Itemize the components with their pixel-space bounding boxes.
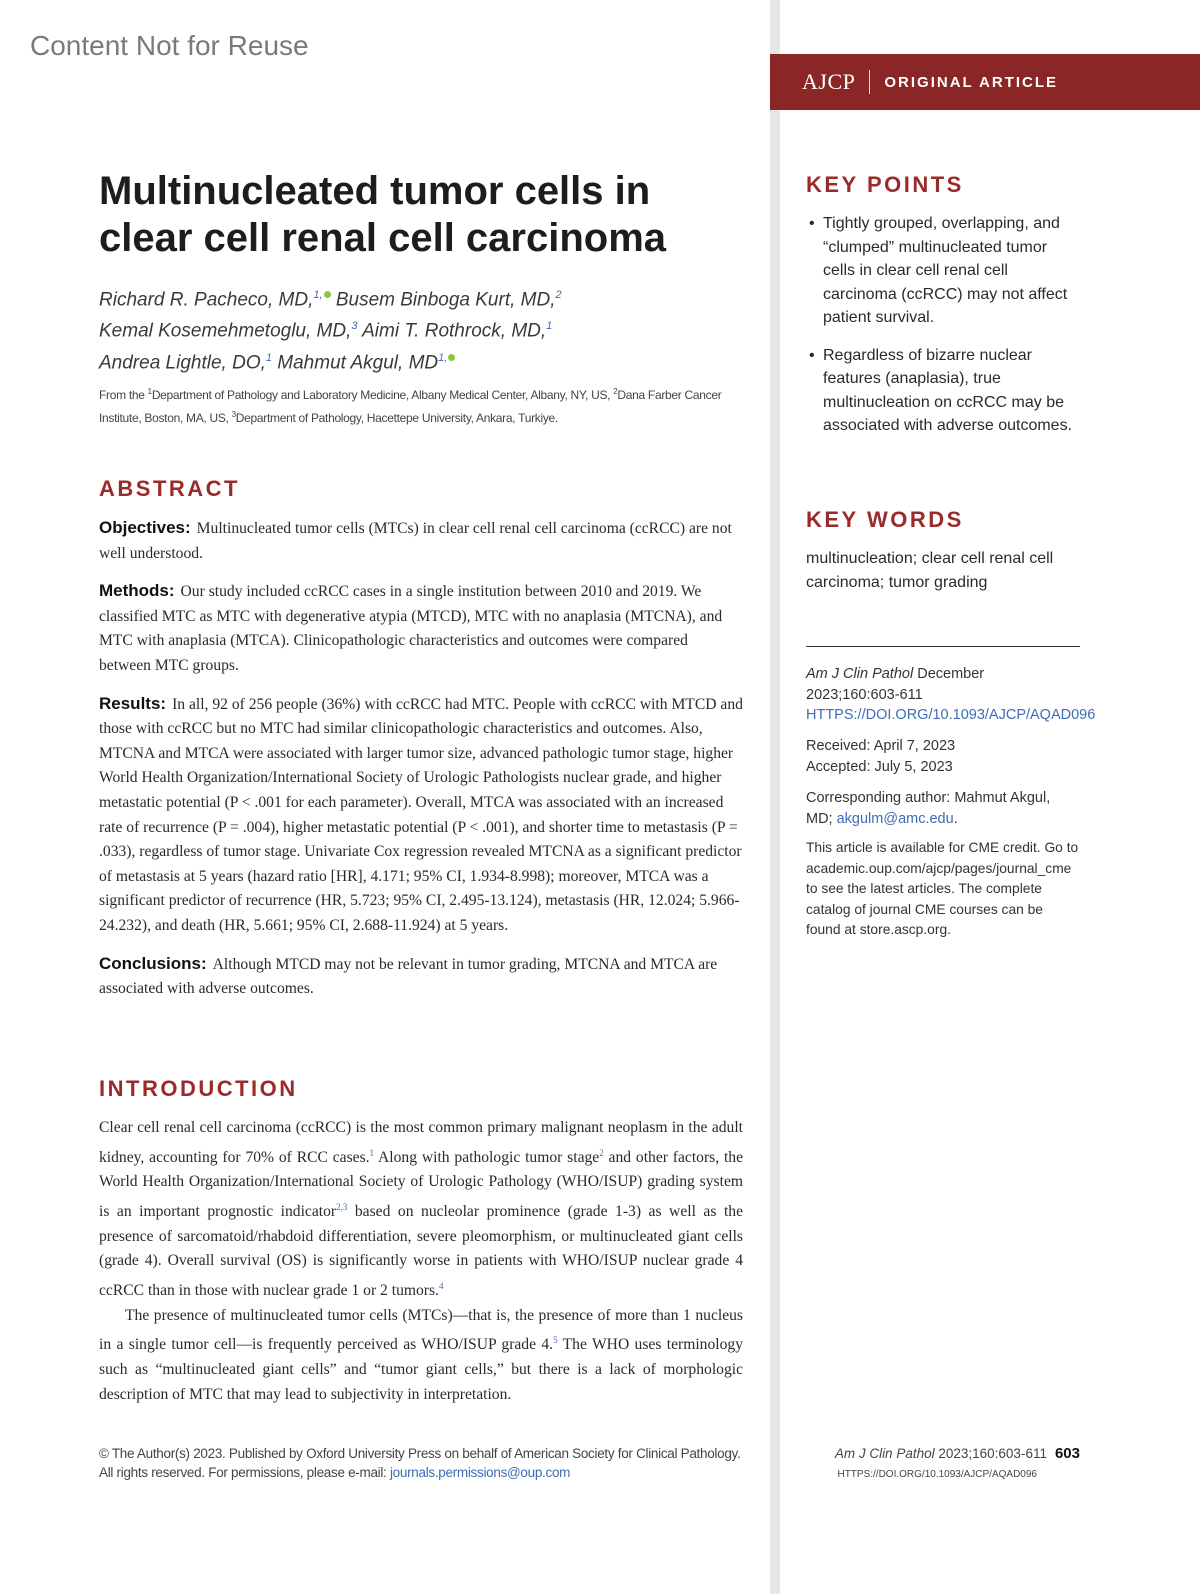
copyright-footer: © The Author(s) 2023. Published by Oxford University Press on behalf of American Society for Clinical Pathology. All rights reserved. For permissions, please e-mail: journals.permissions@oup.com xyxy=(99,1446,741,1480)
article-type: ORIGINAL ARTICLE xyxy=(884,73,1059,91)
list-item: • Regardless of bizarre nuclear features (anaplasia), true multinucleation on ccRCC may be associated with adverse outcomes. xyxy=(806,344,1081,438)
citation-link[interactable]: 5 xyxy=(553,1335,558,1346)
results-label: Results: xyxy=(99,693,167,713)
intro-paragraph-1: Clear cell renal cell carcinoma (ccRCC) is the most common primary malignant neoplasm in the adult kidney, accounting for 70% of RCC cases.$^1$ Along with pathologic tumor stage$^2$ and other factors, the World Health Organization/International Society of Urologic Pathology (WHO/ISUP) grading system is an important prognostic indicator$^{2,3}$ based on nucleolar prominence (grade 1-3) as well as the presence of sarcomatoid/rhabdoid differentiation, severe pleomorphism, or multinucleated giant cells (grade 4). Overall survival (OS) is significantly worse in patients with WHO/ISUP nuclear grade 4 ccRCC than in those with nuclear grade 1 or 2 tumors.$^4$ xyxy=(99,1119,744,1300)
author-affil: 3 xyxy=(351,320,358,333)
accepted-date: Accepted: July 5, 2023 xyxy=(806,758,953,775)
orcid-icon[interactable] xyxy=(448,354,455,361)
journal-banner xyxy=(770,54,1200,110)
abstract-body xyxy=(99,516,743,1015)
banner-separator xyxy=(869,70,870,94)
key-points-heading: KEY POINTS xyxy=(806,172,964,197)
title-line-2: clear cell renal cell carcinoma xyxy=(99,216,667,260)
intro-paragraph-2: The presence of multinucleated tumor cells (MTCs)—that is, the presence of more than 1 nucleus in a single tumor cell—is frequently perceived as WHO/ISUP grade 4.$^5$ The WHO uses terminology such as “multinucleated giant cells” and “tumor giant cells,” but there is a lack of morphologic description of MTC that may lead to subjectivity in interpretation. xyxy=(99,1306,743,1403)
footer-doi: HTTPS://DOI.ORG/10.1093/AJCP/AQAD096 xyxy=(837,1469,1037,1480)
received-date: Received: April 7, 2023 xyxy=(806,738,956,754)
abstract-heading: ABSTRACT xyxy=(99,476,240,501)
corresponding-author: Corresponding author: Mahmut Akgul, MD; akgulm@amc.edu. xyxy=(806,790,1051,827)
abstract-results: Results: In all, 92 of 256 people (36%) with ccRCC had MTC. People with ccRCC with MTCD and those with ccRCC but no MTC had similar clinicopathologic characteristics and outcomes. Also, MTCNA and MTCA were associated with larger tumor size, advanced pathologic tumor stage, higher World Health Organization/International Society of Urologic Pathologists nuclear grade, and higher metastatic potential (P < .001 for each parameter). Overall, MTCA was associated with an increased rate of recurrence (P = .004), higher metastatic potential (P < .001), and shorter time to metastasis (P = .033), regardless of tumor stage. Univariate Cox regression revealed MTCNA as a significant predictor of metastasis at 5 years (hazard ratio [HR], 4.171; 95% CI, 1.934-8.998); moreover, MTCA was a significant predictor of recurrence (HR, 5.723; 95% CI, 2.495-13.124), metastasis (HR, 12.024; 5.966-24.232), and death (HR, 5.661; 95% CI, 2.688-11.924) at 5 years. xyxy=(99,693,743,934)
author-affil: 1, xyxy=(438,351,448,364)
author-name: Richard R. Pacheco, MD, xyxy=(99,289,314,311)
introduction-body xyxy=(99,1116,743,1407)
author-list xyxy=(99,282,749,376)
conclusions-label: Conclusions: xyxy=(99,953,207,973)
abstract-conclusions: Conclusions: Although MTCD may not be relevant in tumor grading, MTCNA and MTCA are associated with adverse outcomes. xyxy=(99,953,718,998)
author-name: Mahmut Akgul, MD xyxy=(277,351,439,373)
citation-link[interactable]: 2 xyxy=(599,1147,604,1158)
page-citation-footer: Am J Clin Pathol 2023;160:603-611 603 HTTPS://DOI.ORG/10.1093/AJCP/AQAD096 xyxy=(834,1445,1080,1480)
doi-link[interactable]: HTTPS://DOI.ORG/10.1093/AJCP/AQAD096 xyxy=(806,707,1096,723)
author-email-link[interactable]: akgulm@amc.edu xyxy=(836,810,954,827)
affiliations: From the $^1$Department of Pathology and Laboratory Medicine, Albany Medical Center, Albany, NY, US, $^2$Dana Farber Cancer Institute, Boston, MA, US, $^3$Department of Pathology, Hacettepe University, Ankara, Turkiye. xyxy=(99,387,722,425)
methods-label: Methods: xyxy=(99,581,175,601)
key-words-heading: KEY WORDS xyxy=(806,507,964,532)
sidebar-divider-band xyxy=(770,0,780,1594)
title-line-1: Multinucleated tumor cells in xyxy=(99,169,651,213)
sidebar-divider xyxy=(806,646,1080,647)
key-points-list xyxy=(806,212,1081,452)
key-words: multinucleation; clear cell renal cell carcinoma; tumor grading xyxy=(806,550,1054,591)
journal-logo: AJCP xyxy=(802,69,856,94)
permissions-email-link[interactable]: journals.permissions@oup.com xyxy=(389,1465,571,1480)
orcid-icon[interactable] xyxy=(324,291,331,298)
citation-info: Am J Clin Pathol December 2023;160:603-611 HTTPS://DOI.ORG/10.1093/AJCP/AQAD096 xyxy=(806,666,1096,723)
author-affil: 1 xyxy=(546,320,553,333)
introduction-heading: INTRODUCTION xyxy=(99,1076,298,1101)
watermark: Content Not for Reuse xyxy=(30,30,309,61)
bullet-icon: • xyxy=(809,346,815,364)
author-affil: 1 xyxy=(265,351,272,364)
author-name: Busem Binboga Kurt, MD, xyxy=(335,289,556,311)
author-name: Andrea Lightle, DO, xyxy=(99,351,266,373)
cme-note: This article is available for CME credit. Go to academic.oup.com/ajcp/pages/journal_cme to see the latest articles. The complete catalog of journal CME courses can be found at store.ascp.org. xyxy=(806,840,1079,937)
bullet-icon: • xyxy=(809,215,815,232)
page-number: 603 xyxy=(1054,1445,1080,1462)
citation-link[interactable]: 1 xyxy=(369,1147,375,1158)
citation-link[interactable]: 4 xyxy=(438,1280,444,1291)
citation-link[interactable]: 2,3 xyxy=(336,1201,348,1212)
author-name: Aimi T. Rothrock, MD, xyxy=(362,320,547,342)
abstract-methods: Methods: Our study included ccRCC cases in a single institution between 2010 and 2019. We classified MTC as MTC with degenerative atypia (MTCD), MTC with no anaplasia (MTCNA), and MTC with anaplasia (MTCA). Clinicopathologic characteristics and outcomes were compared between MTC groups. xyxy=(99,581,723,674)
author-affil: 1, xyxy=(313,289,323,301)
dates-info xyxy=(806,736,1086,777)
article-title xyxy=(99,168,749,262)
author-name: Kemal Kosemehmetoglu, MD, xyxy=(99,320,352,342)
author-affil: 2 xyxy=(555,289,562,301)
objectives-label: Objectives: xyxy=(99,518,191,537)
abstract-objectives: Objectives: Multinucleated tumor cells (MTCs) in clear cell renal cell carcinoma (ccRCC) are not well understood. xyxy=(99,518,732,562)
list-item: • Tightly grouped, overlapping, and “clumped” multinucleated tumor cells in clear cell renal cell carcinoma (ccRCC) may not affect patient survival. xyxy=(806,212,1081,330)
